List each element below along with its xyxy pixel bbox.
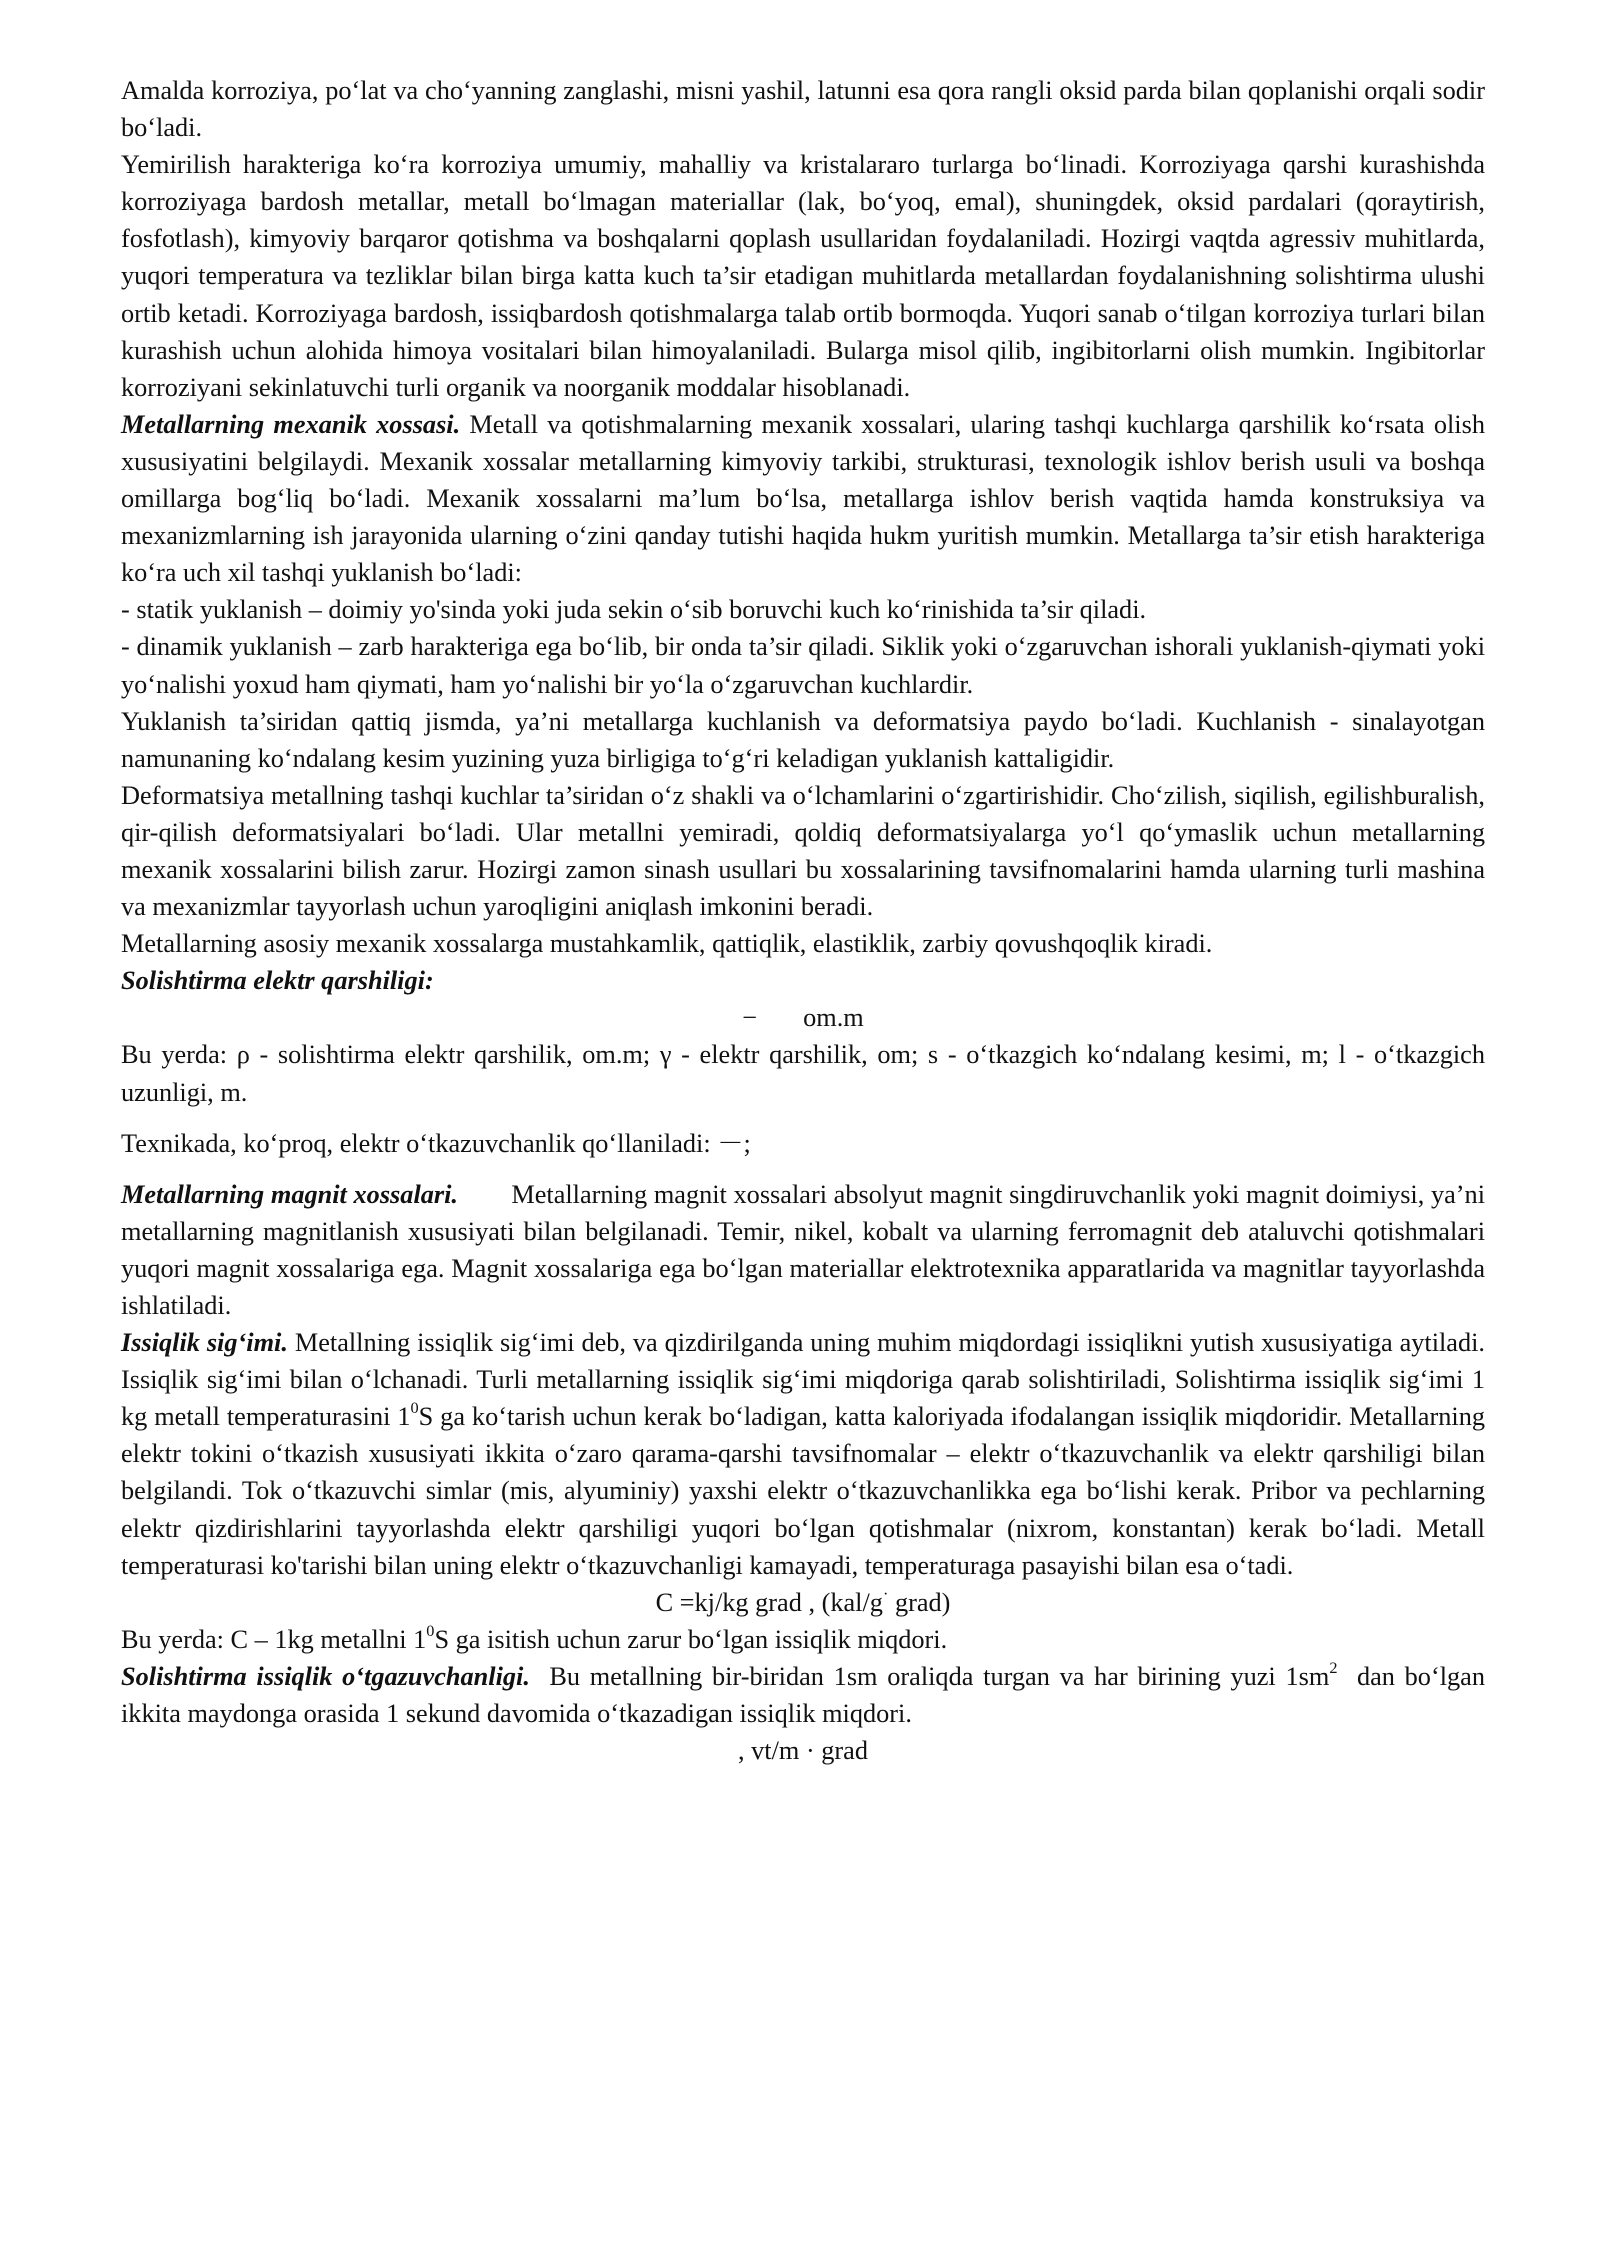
formula-heat-capacity-a: C =kj/kg grad , (kal/g bbox=[655, 1587, 883, 1617]
paragraph-deformation: Deformatsiya metallning tashqi kuchlar ta’siridan o‘z shakli va o‘lchamlarini o‘zgartirishidir. Cho‘zilish, siqilish, egilishburalish, qir-qilish deformatsiyalari bo‘ladi. Ular metallni yemiradi, qoldiq deformatsiyalarga yo‘l qo‘ymaslik uchun metallarning mexanik xossalarini bilish zarur. Hozirgi zamon sinash usullari bu xossalarining tavsifnomalarini hamda ularning turli mashina va mexanizmlar tayyorlash uchun yaroqligini aniqlash imkonini beradi. bbox=[121, 780, 1485, 922]
document-page bbox=[121, 72, 1492, 1769]
text-thermal-conductivity-a: Bu metallning bir-biridan 1sm oraliqda turgan va har birining yuzi 1sm bbox=[529, 1661, 1330, 1691]
paragraph-static-load: - statik yuklanish – doimiy yo'sinda yoki juda sekin o‘sib boruvchi kuch ko‘rinishida ta’sir qiladi. bbox=[121, 595, 1147, 625]
paragraph-conductivity bbox=[121, 1125, 1485, 1162]
paragraph-resistivity-legend: Bu yerda: ρ - solishtirma elektr qarshilik, om.m; γ - elektr qarshilik, om; s - o‘tkazgich ko‘ndalang kesimi, m; l - o‘tkazgich uzunligi, m. bbox=[121, 1040, 1485, 1107]
formula-heat-capacity bbox=[121, 1584, 1485, 1621]
text-conductivity-end: ; bbox=[743, 1128, 751, 1158]
heading-mechanical-properties: Metallarning mexanik xossasi. bbox=[121, 409, 461, 439]
paragraph-heat-capacity bbox=[121, 1324, 1485, 1584]
text-thermal-conductivity-b: dan bo‘lgan ikkita maydonga orasida 1 sekund davomida o‘tkazadigan issiqlik miqdori. bbox=[121, 1661, 1492, 1729]
paragraph-corrosion-types: Yemirilish harakteriga ko‘ra korroziya umumiy, mahalliy va kristalararo turlarga bo‘linadi. Korroziyaga qarshi kurashishda korroziyaga bardosh metallar, metall bo‘lmagan materiallar (lak, bo‘yoq, emal), shuningdek, oksid pardalari (qoraytirish, fosfotlash), kimyoviy barqaror qotishma va boshqalarni qoplash usullaridan foydalaniladi. Hozirgi vaqtda agressiv muhitlarda, yuqori temperatura va tezliklar bilan birga katta kuch ta’sir etadigan muhitlarda metallardan foydalanishning solishtirma ulushi ortib ketadi. Korroziyaga bardosh, issiqbardosh qotishmalarga talab ortib bormoqda. Yuqori sanab o‘tilgan korroziya turlari bilan kurashish uchun alohida himoya vositalari bilan himoyalaniladi. Bularga misol qilib, ingibitorlarni olish mumkin. Ingibitorlar korroziyani sekinlatuvchi turli organik va noorganik moddalar hisoblanadi. bbox=[121, 150, 1485, 402]
text-heat-capacity-a: Metallning issiqlik sig‘imi deb, va qizdirilganda uning muhim miqdordagi issiqlikni yutish xususiyatiga aytiladi. Issiqlik sig‘imi bilan o‘lchanadi. Turli metallarning issiqlik sig‘imi miqdoriga qarab solishtiriladi, Solishtirma issiqlik sig‘imi 1 kg metall temperaturasini 1 bbox=[121, 1328, 1486, 1432]
formula-heat-capacity-dot: · bbox=[882, 1583, 889, 1603]
text-heat-legend-a: Bu yerda: C – 1kg metallni 1 bbox=[121, 1624, 427, 1654]
text-mechanical-properties: Metall va qotishmalarning mexanik xossalari, ularing tashqi kuchlarga qarshilik ko‘rsata olish xususiyatini belgilaydi. Mexanik xossalar metallarning kimyoviy tarkibi, strukturasi, texnologik ishlov berish usuli va boshqa omillarga bog‘liq bo‘ladi. Mexanik xossalarni ma’lum bo‘lsa, metallarga ishlov berish vaqtida hamda konstruksiya va mexanizmlarning ish jarayonida ularning o‘zini qanday tutishi haqida hukm yuritish mumkin. Metallarga ta’sir etish harakteriga ko‘ra uch xil tashqi yuklanish bo‘ladi: bbox=[121, 409, 1485, 588]
paragraph-dynamic-load: - dinamik yuklanish – zarb harakteriga ega bo‘lib, bir onda ta’sir qiladi. Siklik yoki o‘zgaruvchan ishorali yuklanish-qiymati yoki yo‘nalishi yoxud ham qiymati, ham yo‘nalishi bir yo‘la o‘zgaruvchan kuchlardir. bbox=[121, 632, 1485, 699]
text-conductivity: Texnikada, ko‘proq, elektr o‘tkazuvchanlik qo‘llaniladi: bbox=[121, 1128, 718, 1158]
formula-resistivity-unit: om.m bbox=[803, 1003, 864, 1033]
paragraph-basic-mechanical: Metallarning asosiy mexanik xossalarga mustahkamlik, qattiqlik, elastiklik, zarbiy qovushqoqlik kiradi. bbox=[121, 929, 1213, 959]
heading-thermal-conductivity: Solishtirma issiqlik o‘tgazuvchanligi. bbox=[121, 1661, 530, 1691]
text-heat-capacity-b: S ga ko‘tarish uchun kerak bo‘ladigan, katta kaloriyada ifodalangan issiqlik miqdoridir. Metallarning elektr tokini o‘tkazish xususiyati ikkita o‘zaro qarama-qarshi tavsifnomalar – elektr o‘tkazuvchanlik va elektr qarshiligi bilan belgilandi. Tok o‘tkazuvchi simlar (mis, alyuminiy) yaxshi elektr o‘tkazuvchanlikka ega bo‘lishi kerak. Pribor va pechlarning elektr qizdirishlarini tayyorlashda elektr qarshiligi yuqori bo‘lgan qotishmalar (nixrom, konstantan) kerak bo‘ladi. Metall temperaturasi ko'tarishi bilan uning elektr o‘tkazuvchanligi kamayadi, temperaturaga pasayishi bilan esa o‘tadi. bbox=[121, 1402, 1485, 1580]
text-heat-legend-b: S ga isitish uchun zarur bo‘lgan issiqlik miqdori. bbox=[434, 1624, 948, 1654]
heading-heat-capacity: Issiqlik sig‘imi. bbox=[121, 1328, 288, 1358]
text-magnetic-properties: Metallarning magnit xossalari absolyut magnit singdiruvchanlik yoki magnit doimiysi, ya’ni metallarning magnitlanish xususiyati bilan belgilanadi. Temir, nikel, kobalt va ularning ferromagnit deb ataluvchi qotishmalari yuqori magnit xossalariga ega. Magnit xossalariga ega bo‘lgan materiallar elektrotexnika apparatlarida va magnitlar tayyorlashda ishlatiladi. bbox=[121, 1179, 1492, 1320]
superscript-square: 2 bbox=[1329, 1657, 1338, 1677]
formula-conductivity-dash: － bbox=[717, 1128, 744, 1158]
heading-resistivity: Solishtirma elektr qarshiligi: bbox=[121, 966, 434, 996]
paragraph-resistivity-heading bbox=[121, 962, 1485, 999]
formula-resistivity bbox=[121, 999, 1485, 1036]
paragraph-corrosion-intro: Amalda korroziya, po‘lat va cho‘yanning zanglashi, misni yashil, latunni esa qora rangli oksid parda bilan qoplanishi orqali sodir bo‘ladi. bbox=[121, 76, 1485, 143]
paragraph-stress: Yuklanish ta’siridan qattiq jismda, ya’ni metallarga kuchlanish va deformatsiya paydo bo‘ladi. Kuchlanish - sinalayotgan namunaning ko‘ndalang kesim yuzining yuza birligiga to‘g‘ri keladigan yuklanish kattaligidir. bbox=[121, 706, 1485, 773]
paragraph-thermal-conductivity bbox=[121, 1657, 1492, 1732]
paragraph-magnetic-properties bbox=[121, 1176, 1492, 1324]
superscript-degree-2: 0 bbox=[426, 1620, 435, 1640]
formula-heat-capacity-b: grad) bbox=[888, 1587, 951, 1617]
heading-magnetic-properties: Metallarning magnit xossalari. bbox=[121, 1179, 459, 1209]
paragraph-heat-capacity-legend bbox=[121, 1621, 1485, 1658]
formula-resistivity-dash: − bbox=[742, 1003, 758, 1033]
formula-thermal-conductivity: , vt/m · grad bbox=[738, 1736, 868, 1766]
paragraph-mechanical-properties bbox=[121, 406, 1485, 591]
superscript-degree: 0 bbox=[410, 1398, 419, 1418]
